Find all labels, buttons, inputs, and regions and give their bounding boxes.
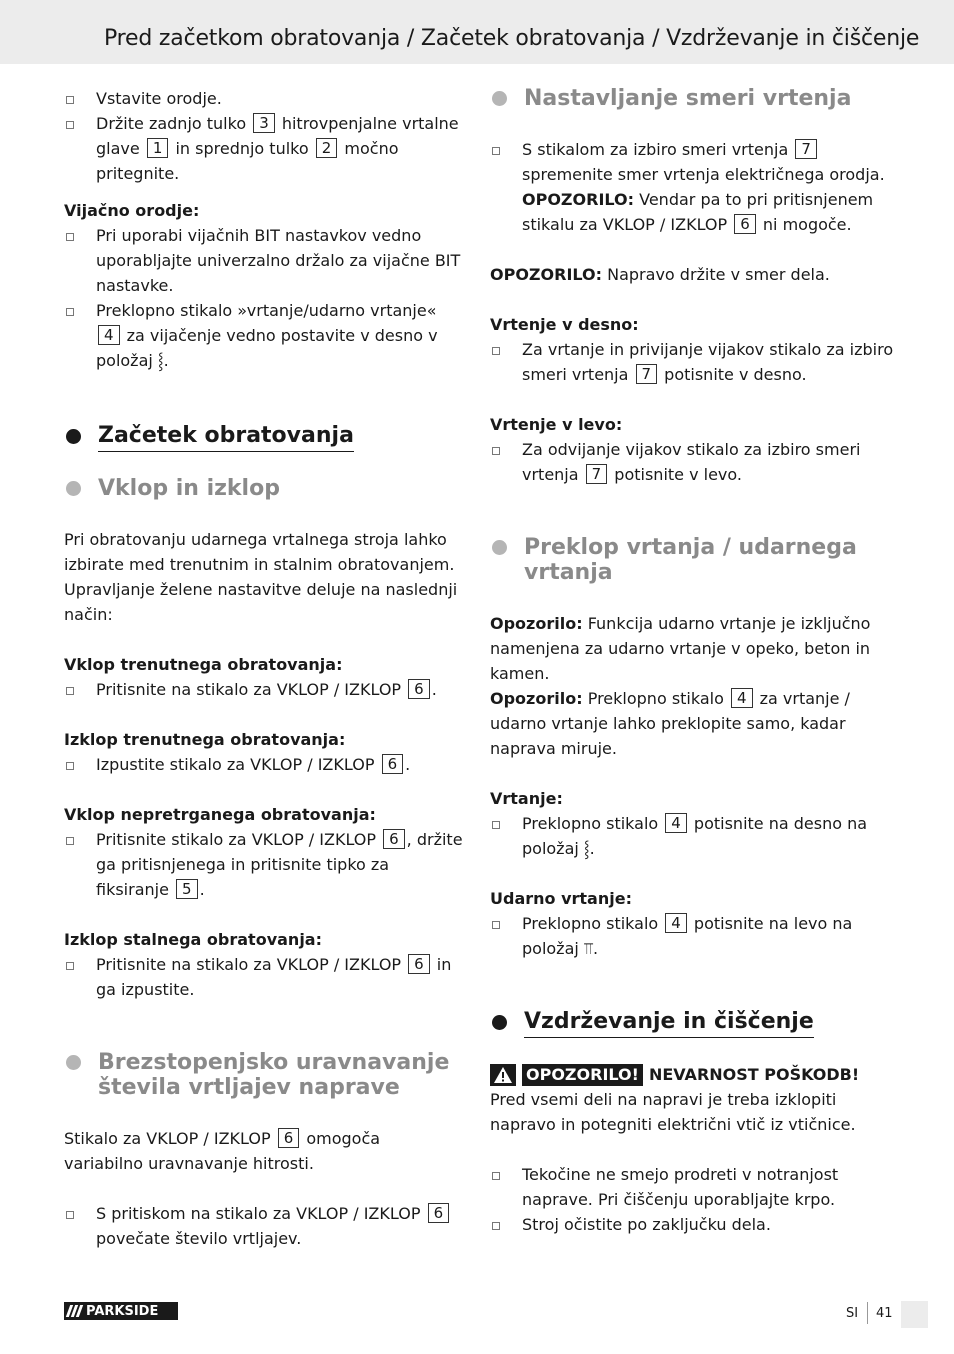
warning-label: OPOZORILO! xyxy=(522,1064,643,1086)
part-number: 7 xyxy=(586,464,608,484)
subheading: Vklop trenutnega obratovanja: xyxy=(64,655,343,674)
section-dot-icon xyxy=(492,91,507,106)
subheading: Vrtenje v levo: xyxy=(490,415,623,434)
subheading: Udarno vrtanje: xyxy=(490,889,632,908)
subheading: Vklop nepretrganega obratovanja: xyxy=(64,805,376,824)
subheading: Vrtenje v desno: xyxy=(490,315,639,334)
language-code: SI xyxy=(846,1306,859,1321)
section-dot-icon xyxy=(66,429,81,444)
subheading: Izklop stalnega obratovanja: xyxy=(64,930,322,949)
list-item: Za vrtanje in privijanje vijakov stikalo za izbiro smeri vrtenja 7 potisnite v desno. xyxy=(490,337,895,387)
list-item: Tekočine ne smejo prodreti v notranjost naprave. Pri čiščenju uporabljajte krpo. xyxy=(490,1162,895,1212)
part-number: 4 xyxy=(665,913,687,933)
list-item: S pritiskom na stikalo za VKLOP / IZKLOP 6 povečate število vrtljajev. xyxy=(64,1201,464,1251)
warning-triangle-icon xyxy=(490,1064,516,1086)
list-item: Preklopno stikalo 4 potisnite na levo na položaj ⫪. xyxy=(490,911,895,961)
footer-divider xyxy=(867,1302,868,1324)
section-heading-speed: Brezstopenjsko uravnavanje števila vrtljajev naprave xyxy=(64,1050,464,1100)
bullet-icon xyxy=(492,1222,500,1230)
logo-stripes-icon xyxy=(68,1305,81,1317)
drill-mode-icon: ⸾ xyxy=(157,351,164,370)
right-column xyxy=(490,86,895,1237)
paragraph: Opozorilo: Preklopno stikalo 4 za vrtanje / udarno vrtanje lahko preklopite samo, kadar naprava miruje. xyxy=(490,689,850,758)
section-dot-icon xyxy=(492,1015,507,1030)
part-number: 6 xyxy=(408,954,430,974)
hazard-warning xyxy=(490,1062,895,1087)
drill-mode-icon: ⸾ xyxy=(583,839,590,858)
bullet-icon xyxy=(492,347,500,355)
part-number: 4 xyxy=(665,813,687,833)
part-number: 1 xyxy=(147,138,169,158)
part-number: 4 xyxy=(98,325,120,345)
section-heading-switch: Preklop vrtanja / udarnega vrtanja xyxy=(490,535,895,585)
subheading: Vijačno orodje: xyxy=(64,201,200,220)
bullet-icon xyxy=(492,821,500,829)
bullet-icon xyxy=(66,762,74,770)
section-heading-onoff: Vklop in izklop xyxy=(64,476,464,501)
part-number: 6 xyxy=(734,214,756,234)
section-heading-clean: Vzdrževanje in čiščenje xyxy=(490,1009,895,1038)
list-item: Izpustite stikalo za VKLOP / IZKLOP 6 . xyxy=(64,752,464,777)
bullet-icon xyxy=(66,687,74,695)
bullet-icon xyxy=(492,447,500,455)
warning-note: OPOZORILO: Napravo držite v smer dela. xyxy=(490,265,830,284)
list-item: Preklopno stikalo 4 potisnite na desno na položaj ⸾. xyxy=(490,811,895,861)
page-title: Pred začetkom obratovanja / Začetek obratovanja / Vzdrževanje in čiščenje xyxy=(104,26,920,51)
part-number: 2 xyxy=(316,138,338,158)
bullet-icon xyxy=(66,96,74,104)
page-number: 41 xyxy=(876,1306,893,1321)
section-dot-icon xyxy=(66,1055,81,1070)
paragraph: Pred vsemi deli na napravi je treba izklopiti napravo in potegniti električni vtič iz vtičnice. xyxy=(490,1090,856,1134)
list-item: Pritisnite na stikalo za VKLOP / IZKLOP 6 . xyxy=(64,677,464,702)
subheading: Izklop trenutnega obratovanja: xyxy=(64,730,346,749)
bullet-icon xyxy=(492,147,500,155)
bullet-icon xyxy=(492,921,500,929)
footer-tab xyxy=(901,1301,928,1328)
list-item: Za odvijanje vijakov stikalo za izbiro smeri vrtenja 7 potisnite v levo. xyxy=(490,437,895,487)
subheading: Vrtanje: xyxy=(490,789,563,808)
brand-logo: PARKSIDE xyxy=(64,1302,178,1320)
list-item: S stikalom za izbiro smeri vrtenja 7 spremenite smer vrtenja električnega orodja. OPOZORILO: Vendar pa to pri pritisnjenem stikalu za VKLOP / IZKLOP 6 ni mogoče. xyxy=(490,137,895,237)
part-number: 4 xyxy=(731,688,753,708)
left-column xyxy=(64,86,464,1251)
part-number: 5 xyxy=(176,879,198,899)
section-heading-direction: Nastavljanje smeri vrtenja xyxy=(490,86,895,111)
list-item: Vstavite orodje. xyxy=(64,86,464,111)
part-number: 6 xyxy=(278,1128,300,1148)
paragraph: Pri obratovanju udarnega vrtalnega stroja lahko izbirate med trenutnim in stalnim obratovanjem. Upravljanje želene nastavitve deluje na naslednji način: xyxy=(64,530,458,624)
list-item: Pritisnite stikalo za VKLOP / IZKLOP 6 , držite ga pritisnjenega in pritisnite tipko za fiksiranje 5 . xyxy=(64,827,464,902)
part-number: 6 xyxy=(383,829,405,849)
bullet-icon xyxy=(66,837,74,845)
bullet-icon xyxy=(66,233,74,241)
paragraph: Opozorilo: Funkcija udarno vrtanje je izključno namenjena za udarno vrtanje v opeko, beton in kamen. xyxy=(490,614,871,683)
bullet-icon xyxy=(66,308,74,316)
section-dot-icon xyxy=(66,481,81,496)
list-item: Držite zadnjo tulko 3 hitrovpenjalne vrtalne glave 1 in sprednjo tulko 2 močno pritegnite. xyxy=(64,111,464,186)
part-number: 6 xyxy=(408,679,430,699)
hammer-mode-icon: ⫪ xyxy=(583,939,593,958)
bullet-icon xyxy=(66,962,74,970)
section-dot-icon xyxy=(492,540,507,555)
bullet-icon xyxy=(66,1211,74,1219)
list-item: Stroj očistite po zaključku dela. xyxy=(490,1212,895,1237)
list-item: Pritisnite na stikalo za VKLOP / IZKLOP 6 in ga izpustite. xyxy=(64,952,464,1002)
part-number: 6 xyxy=(428,1203,450,1223)
part-number: 3 xyxy=(253,113,275,133)
warning-text: NEVARNOST POŠKODB! xyxy=(648,1065,860,1084)
bullet-icon xyxy=(492,1172,500,1180)
part-number: 7 xyxy=(636,364,658,384)
list-item: Preklopno stikalo »vrtanje/udarno vrtanje« 4 za vijačenje vedno postavite v desno v položaj ⸾. xyxy=(64,298,464,373)
part-number: 6 xyxy=(382,754,404,774)
paragraph: Stikalo za VKLOP / IZKLOP 6 omogoča variabilno uravnavanje hitrosti. xyxy=(64,1129,381,1173)
section-heading-start: Začetek obratovanja xyxy=(64,423,464,452)
part-number: 7 xyxy=(795,139,817,159)
list-item: Pri uporabi vijačnih BIT nastavkov vedno uporabljajte univerzalno držalo za vijačne BIT nastavke. xyxy=(64,223,464,298)
bullet-icon xyxy=(66,121,74,129)
